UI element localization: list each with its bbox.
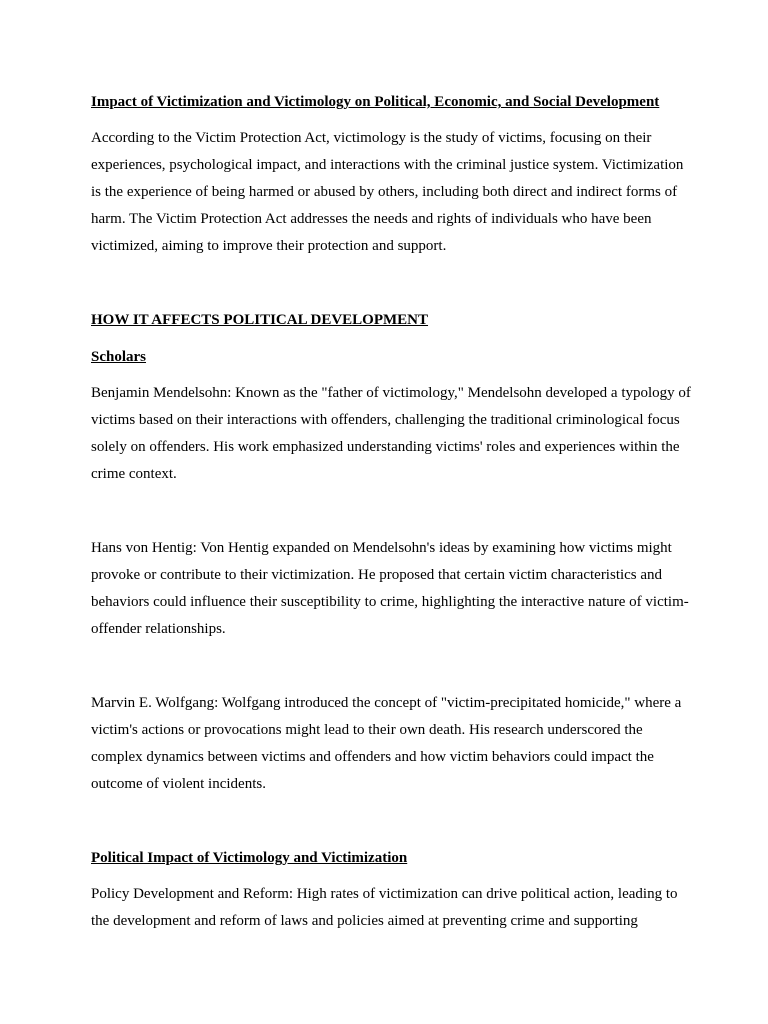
document-title: Impact of Victimization and Victimology on Political, Economic, and Social Development [91,94,660,110]
scholar-paragraph-mendelsohn: Benjamin Mendelsohn: Known as the "father of victimology," Mendelsohn developed a typology of victims based on their interactions with offenders, challenging the traditional criminological focus solely on offenders. His work emphasized understanding victims' roles and experiences within the crime context. [91,385,691,482]
intro-paragraph: According to the Victim Protection Act, victimology is the study of victims, focusing on their experiences, psychological impact, and interactions with the criminal justice system. Victimization is the experience of being harmed or abused by others, including both direct and indirect forms of harm. The Victim Protection Act addresses the needs and rights of individuals who have been victimized, aiming to improve their protection and support. [91,130,684,254]
policy-paragraph: Policy Development and Reform: High rates of victimization can drive political action, leading to the development and reform of laws and policies aimed at preventing crime and supporting [91,886,678,929]
subsection-heading-scholars: Scholars [91,349,147,365]
section-heading-political-development: HOW IT AFFECTS POLITICAL DEVELOPMENT [91,312,429,328]
scholar-paragraph-von-hentig: Hans von Hentig: Von Hentig expanded on Mendelsohn's ideas by examining how victims might provoke or contribute to their victimization. He proposed that certain victim characteristics and behaviors could influence their susceptibility to crime, highlighting the interactive nature of victim-offender relationships. [91,540,689,637]
subsection-heading-political-impact: Political Impact of Victimology and Victimization [91,850,408,866]
scholar-paragraph-wolfgang: Marvin E. Wolfgang: Wolfgang introduced the concept of "victim-precipitated homicide," where a victim's actions or provocations might lead to their own death. His research underscored the complex dynamics between victims and offenders and how victim behaviors could impact the outcome of violent incidents. [91,695,682,792]
